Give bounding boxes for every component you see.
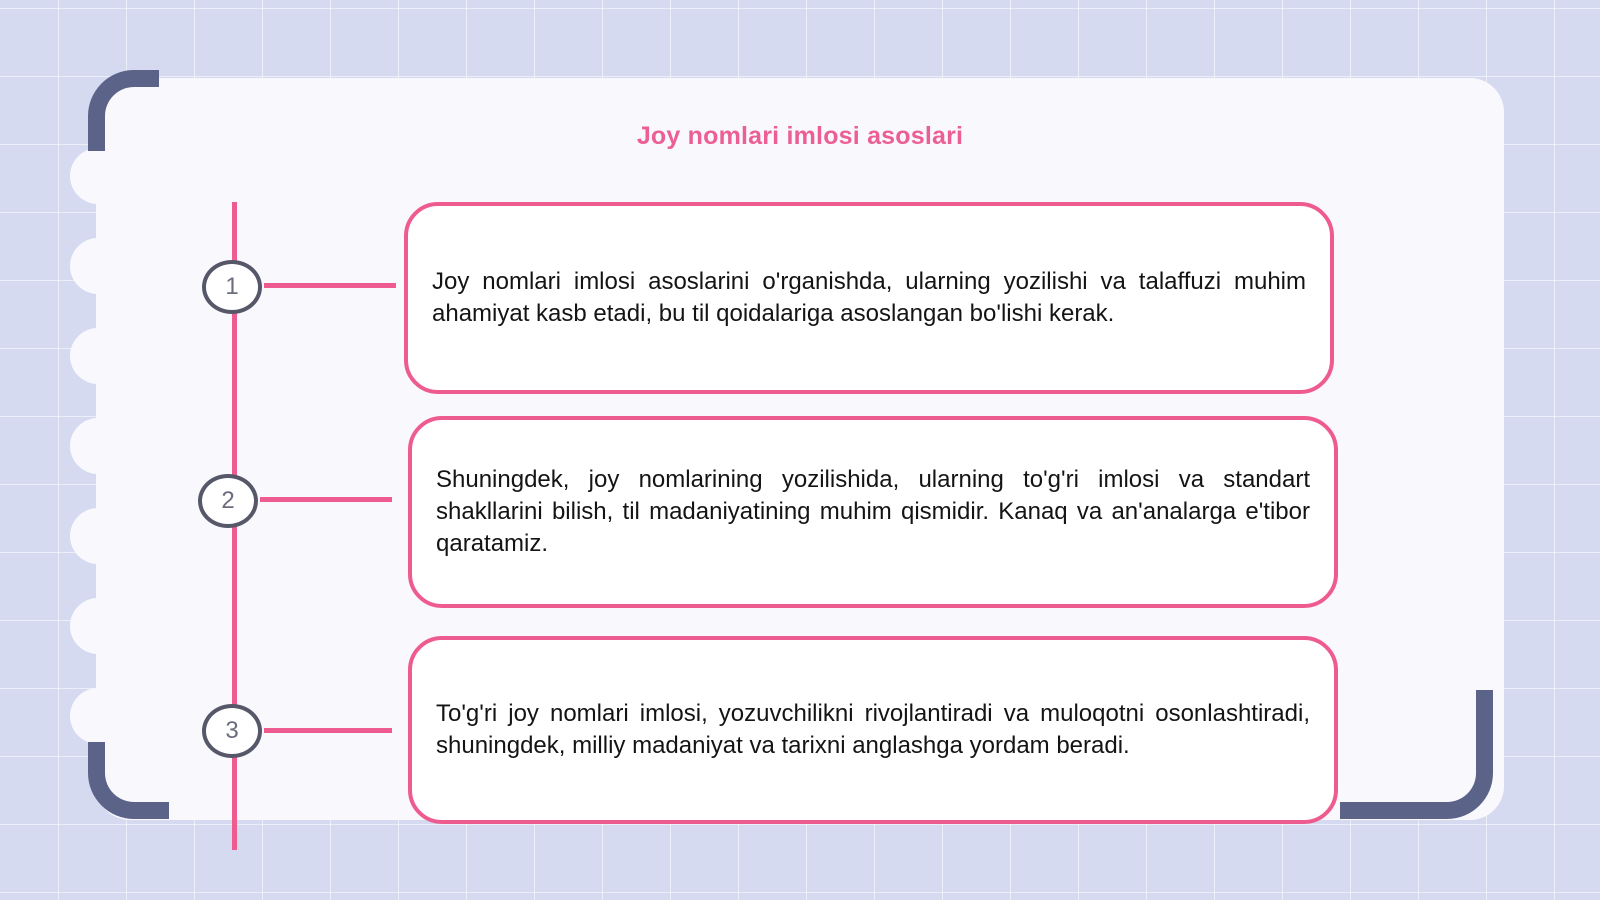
corner-bracket-top-left — [88, 70, 159, 151]
timeline-connector-1 — [264, 283, 396, 288]
paper-scallop — [70, 238, 126, 294]
corner-bracket-bottom-left — [88, 742, 169, 819]
paper-scallop — [70, 418, 126, 474]
card-text: Joy nomlari imlosi asoslarini o'rganishda, ularning yozilishi va talaffuzi muhim ahamiyat kasb etadi, bu til qoidalariga asoslangan bo'lishi kerak. — [432, 268, 1306, 327]
paper-scallop — [70, 148, 126, 204]
timeline-marker-3 — [202, 704, 262, 758]
paper-scallop — [70, 328, 126, 384]
timeline-connector-2 — [260, 497, 392, 502]
paper-scallop — [70, 508, 126, 564]
info-card-2 — [408, 416, 1338, 608]
info-card-3 — [408, 636, 1338, 824]
info-card-1 — [404, 202, 1334, 394]
corner-bracket-bottom-right — [1340, 690, 1493, 819]
timeline-connector-3 — [264, 728, 392, 733]
timeline-marker-1 — [202, 260, 262, 314]
card-text: Shuningdek, joy nomlarining yozilishida, ularning to'g'ri imlosi va standart shakllarini bilish, til madaniyatining muhim qismidir. Kanaq va an'analarga e'tibor qaratamiz. — [436, 466, 1310, 557]
paper-scallop — [70, 688, 126, 744]
marker-number: 1 — [225, 273, 239, 300]
slide-title: Joy nomlari imlosi asoslari — [636, 122, 964, 150]
timeline-marker-2 — [198, 474, 258, 528]
marker-number: 3 — [225, 717, 239, 744]
marker-number: 2 — [221, 487, 235, 514]
paper-scallop — [70, 598, 126, 654]
card-text: To'g'ri joy nomlari imlosi, yozuvchilikni rivojlantiradi va muloqotni osonlashtiradi, shuningdek, milliy madaniyat va tarixni anglashga yordam beradi. — [436, 700, 1310, 759]
